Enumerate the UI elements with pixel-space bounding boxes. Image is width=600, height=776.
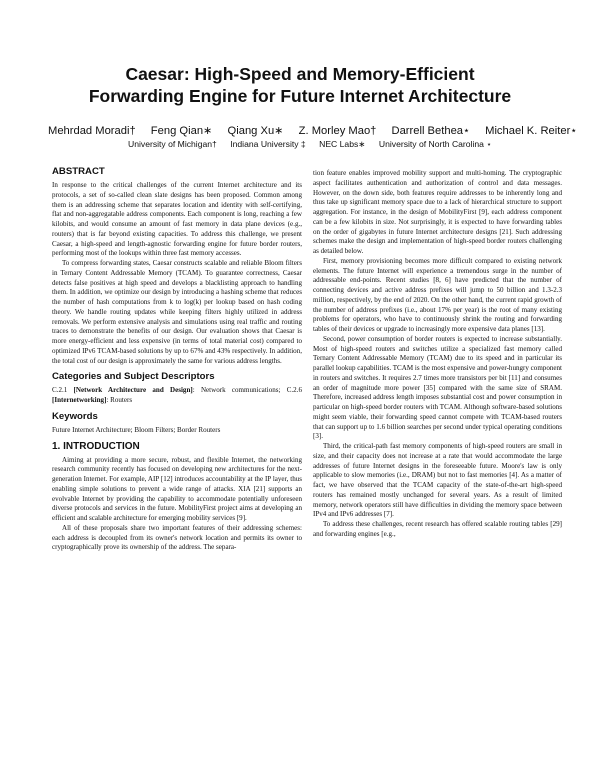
category-code: C.2.6: [286, 386, 302, 395]
affiliation-list: [128, 139, 588, 150]
categories-heading: Categories and Subject Descriptors: [52, 371, 215, 383]
category-code: C.2.1: [52, 386, 68, 395]
affiliation: University of North Carolina ⋆: [378, 139, 492, 149]
affiliation: NEC Labs∗: [319, 139, 366, 149]
left-column: [52, 166, 302, 553]
intro-paragraph: All of these proposals share two important features of their addressing schemes: each address is decoupled from its owner's network location and permits its owner to cryptographically prove its ownership of the address. The separa-: [52, 523, 302, 552]
paper-title: [40, 63, 560, 107]
category-rest: : Network communications;: [192, 386, 281, 395]
category-name: [Internetworking]: [52, 396, 107, 404]
affiliation: University of Michigan†: [128, 139, 217, 149]
author-name: Michael K. Reiter⋆: [485, 125, 578, 137]
category-name: [Network Architecture and Design]: [73, 386, 193, 395]
keywords-heading: Keywords: [52, 410, 98, 422]
right-column: [313, 169, 562, 540]
category-rest: : Routers: [106, 396, 133, 404]
author-name: Feng Qian∗: [150, 125, 213, 137]
author-name: Darrell Bethea⋆: [391, 125, 471, 137]
author-list: [48, 124, 578, 138]
body-paragraph: Second, power consumption of border routers is expected to increase substantially. Most of high-speed routers and switches utilize a specialized fast memory called Ternary Content Addressable Memory (TCAM) due to its speed and in particular its parallel lookup capabilities. TCAM is the most expensive and power-hungry component in routers and switches. It requires 2.7 times more transistors per bit [11] and consumes an order of magnitude more power [35] compared with the same size of SRAM. Therefore, increased address length imposes substantial cost and power consumption in particular on high-speed border routers with TCAM. Although software-based solutions might seem viable, their forwarding speed cannot compete with TCAM-based routers that can support up to 1.6 billion searches per second under typical operating conditions [3].: [313, 334, 562, 441]
keywords-text: Future Internet Architecture; Bloom Filters; Border Routers: [52, 425, 221, 434]
intro-paragraph: Aiming at providing a more secure, robust, and flexible Internet, the networking research community recently has focused on developing new architectures for the next-generation Internet. For example, AIP [12] introduces accountability at the IP layer, thus enabling simple solutions to prevent a wide range of attacks. XIA [21] supports an evolvable Internet by providing the capability to accommodate potentially unforeseen diverse protocols and services in the future. MobilityFirst project aims at developing an efficient and scalable architecture for emerging mobility services [9].: [52, 455, 302, 522]
body-paragraph: To address these challenges, recent research has offered scalable routing tables [29] and forwarding engines [e.g.,: [313, 520, 562, 538]
categories-text: [52, 386, 302, 406]
introduction-heading: 1. INTRODUCTION: [52, 440, 140, 452]
abstract-heading: ABSTRACT: [52, 166, 105, 177]
title-line-2: Forwarding Engine for Future Internet Architecture: [88, 86, 512, 106]
abstract-paragraph: To compress forwarding states, Caesar constructs scalable and reliable Bloom filters in Ternary Content Addressable Memory (TCAM). To guarantee correctness, Caesar detects false positives at high speed and develops a blacklisting approach to handling them. In addition, we optimize our design by introducing a hashing scheme that reduces the number of hash computations from k to log(k) per lookup based on hash coding theory. We handle routing updates while keeping filters highly utilized in address removals. We perform extensive analysis and simulations using real traffic and routing traces to demonstrate the benefits of our design. Our evaluation shows that Caesar is more energy-efficient and less expensive (in terms of total material cost) compared to optimized IPv6 TCAM-based solutions by up to 67% and 43% respectively. In addition, the total cost of our design is approximately the same for various address lengths.: [52, 259, 302, 365]
author-name: Mehrdad Moradi†: [48, 125, 136, 137]
body-paragraph: Third, the critical-path fast memory components of high-speed routers are small in size, and their capacity does not increase at a rate that would accommodate the large addresses of future Internet designs in the foreseeable future. Moore's law is only applicable to slow memories (i.e., DRAM) but not to fast memories [4]. As a matter of fact, we have observed that the TCAM capacity of the state-of-the-art high-speed routers has remained mostly unchanged for several years. As a result of limited memory, network operators still have difficulties in dividing the memory space between IPv4 and IPv6 addresses [7].: [313, 442, 562, 519]
body-paragraph: tion feature enables improved mobility support and multi-homing. The cryptographic aspect facilitates authentication and authorization of control and data messages. However, on the down side, both features require addresses to be inherently long and thus take up significant memory space due to a lack of hierarchical structure to support aggregation. For instance, in the design of MobilityFirst [9], each address component can be a few kilobits in size. Not surprisingly, it is expected to have forwarding tables on the order of gigabytes in future Internet architecture designs [21]. Such addressing schemes make the design and implementation of high-speed border routers challenging as detailed below.: [313, 169, 562, 255]
author-name: Qiang Xu∗: [227, 125, 284, 137]
abstract-paragraph: In response to the critical challenges of the current Internet architecture and its protocols, a set of so-called clean slate designs has been proposed. Common among them is an addressing scheme that separates location and identity with self-certifying, flat and non-aggregatable address components. Each component is long, reaching a few kilobits, and would consume an amount of fast memory in data plane devices (e.g., routers) that is far beyond existing capacities. To address this challenge, we present Caesar, a high-speed and length-agnostic forwarding engine for future border routers, performing most of the lookups within three fast memory accesses.: [52, 181, 302, 258]
author-name: Z. Morley Mao†: [298, 125, 377, 137]
affiliation: Indiana University ‡: [230, 139, 306, 149]
title-line-1: Caesar: High-Speed and Memory-Efficient: [125, 64, 475, 84]
body-paragraph: First, memory provisioning becomes more difficult compared to existing network elements. The future Internet will experience a tremendous surge in the number of addressable end-points. Recent studies [8, 6] have predicted that the number of connecting devices and active address prefixes will jump to 50 billion and 1.3-2.3 million, respectively, by the end of 2020. On the other hand, the current rapid growth of the number of address prefixes (i.e., about 17% per year) is the root of many existing problems for operators, who have to continuously shrink the routing and forwarding tables of their devices or upgrade to increasingly more expensive data planes [13].: [313, 256, 562, 333]
